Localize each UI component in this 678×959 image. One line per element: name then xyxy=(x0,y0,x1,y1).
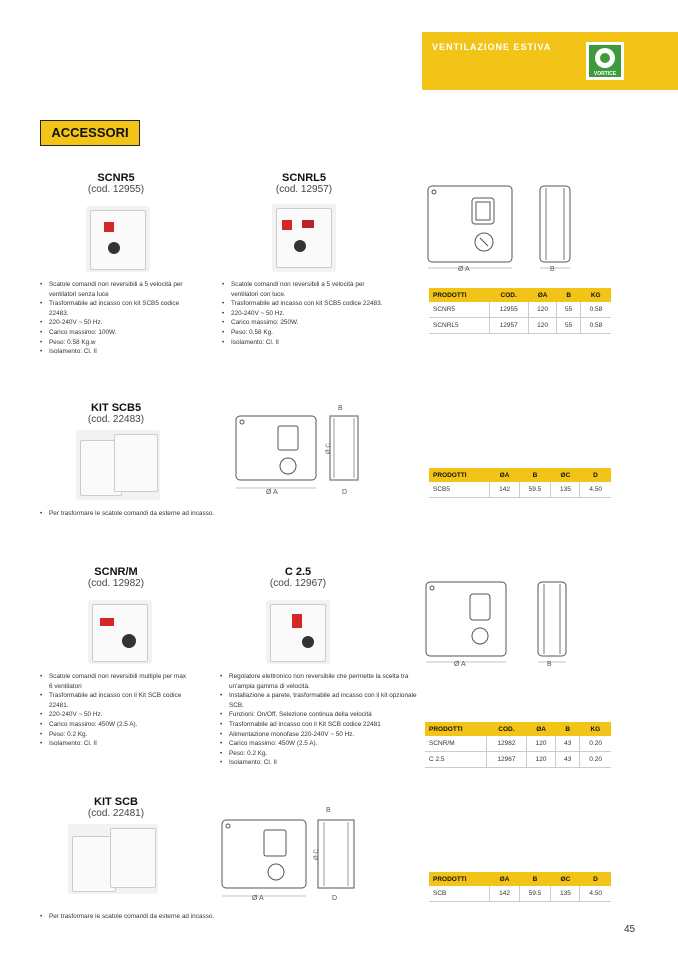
note-list xyxy=(40,912,340,922)
product-code: (cod. 12957) xyxy=(275,184,333,195)
product-photo xyxy=(272,204,336,272)
table-header: COD. xyxy=(489,288,528,302)
feature-item: • Peso: 0.2 Kg. xyxy=(40,730,190,740)
table-header-row xyxy=(429,468,611,482)
table-header: PRODOTTI xyxy=(429,288,489,302)
table-cell: SCB xyxy=(429,886,490,902)
dim-label-a: Ø A xyxy=(266,489,278,496)
feature-item: • Trasformabile ad incasso con kit SCB5 codice 22483. xyxy=(222,299,392,309)
table-header: PRODOTTI xyxy=(429,468,490,482)
table-cell: 0.58 xyxy=(580,302,611,318)
feature-item: • 220-240V ~ 50 Hz. xyxy=(40,710,190,720)
table-cell: 120 xyxy=(526,736,555,752)
table-cell: SCNRL5 xyxy=(429,318,489,334)
table-cell: SCNR5 xyxy=(429,302,489,318)
table-header: KG xyxy=(580,722,611,736)
table-cell: 59.5 xyxy=(519,482,551,498)
feature-list xyxy=(40,672,190,749)
note-item: • Per trasformare le scatole comandi da esterne ad incasso. xyxy=(40,912,340,922)
product-name: C 2.5 xyxy=(284,566,312,578)
table-cell: 43 xyxy=(556,752,580,768)
feature-item: • Carico massimo: 100W. xyxy=(40,328,190,338)
table-header-row xyxy=(429,288,611,302)
product-name: KIT SCB xyxy=(94,796,138,808)
feature-list xyxy=(220,672,420,768)
header-title: VENTILAZIONE ESTIVA xyxy=(432,42,552,52)
table-row xyxy=(425,736,611,752)
table-row xyxy=(429,482,611,498)
feature-list xyxy=(40,280,190,357)
table-cell: 142 xyxy=(490,482,519,498)
table-cell: 120 xyxy=(526,752,555,768)
dim-label-a: Ø A xyxy=(458,266,470,273)
feature-item: • Trasformabile ad incasso con il Kit SCB codice 22481 xyxy=(220,720,420,730)
table-header: PRODOTTI xyxy=(425,722,486,736)
section-title: ACCESSORI xyxy=(40,120,140,146)
dimension-diagram xyxy=(230,400,370,498)
table-header: D xyxy=(580,872,611,886)
logo-text: VORTICE xyxy=(593,71,617,77)
dim-label-c: Ø C xyxy=(314,849,320,860)
table-header: ØC xyxy=(551,468,580,482)
feature-item: • Isolamento: Cl. II xyxy=(40,739,190,749)
product-name: KIT SCB5 xyxy=(90,402,142,414)
spec-table xyxy=(429,468,611,498)
table-cell: 4.50 xyxy=(580,482,611,498)
product-name: SCNRL5 xyxy=(281,172,326,184)
table-cell: 135 xyxy=(551,886,580,902)
feature-item: • Funzioni: On/Off, Selezione continua della velocità xyxy=(220,710,420,720)
product-code: (cod. 12982) xyxy=(87,578,145,589)
table-cell: 55 xyxy=(557,302,580,318)
dim-label-d: D xyxy=(332,895,338,902)
feature-item: • Regolatore elettronico non reversibile che permette la scelta tra un'ampia gamma di velocità. xyxy=(220,672,420,691)
product-code: (cod. 22483) xyxy=(87,414,145,425)
table-header: KG xyxy=(580,288,611,302)
feature-item: • Trasformabile ad incasso con il Kit SCB codice 22481. xyxy=(40,691,190,710)
table-header: B xyxy=(519,872,551,886)
table-cell: 12967 xyxy=(486,752,526,768)
table-cell: 55 xyxy=(557,318,580,334)
table-cell: 0.20 xyxy=(580,752,611,768)
feature-item: • Isolamento: Cl. II xyxy=(40,347,190,357)
feature-item: • 220-240V ~ 50 Hz. xyxy=(40,318,190,328)
table-cell: 12957 xyxy=(489,318,528,334)
table-row xyxy=(429,886,611,902)
dim-label-b: B xyxy=(326,807,331,814)
table-header: ØA xyxy=(526,722,555,736)
feature-item: • Scatole comandi non reversibili a 5 velocità per ventilatori con luce. xyxy=(222,280,392,299)
note-item: • Per trasformare le scatole comandi da esterne ad incasso. xyxy=(40,509,340,519)
dim-label-d: D xyxy=(342,489,348,496)
product-photo xyxy=(266,600,330,664)
table-cell: 0.58 xyxy=(580,318,611,334)
product-name: SCNR/M xyxy=(94,566,138,578)
table-header-row xyxy=(425,722,611,736)
feature-item: • Alimentazione monofase 220-240V ~ 50 Hz. xyxy=(220,730,420,740)
dim-label-a: Ø A xyxy=(252,895,264,902)
feature-item: • Carico massimo: 250W. xyxy=(222,318,392,328)
dimension-diagram xyxy=(216,800,366,904)
table-cell: 12955 xyxy=(489,302,528,318)
feature-item: • Installazione a parete, trasformabile ad incasso con il kit opzionale SCB. xyxy=(220,691,420,710)
feature-item: • Peso: 0.58 Kg. xyxy=(222,328,392,338)
table-cell: SCB5 xyxy=(429,482,490,498)
table-cell: SCNR/M xyxy=(425,736,486,752)
dimension-diagram xyxy=(422,180,582,276)
dim-label-b: B xyxy=(547,661,552,668)
table-row xyxy=(429,302,611,318)
table-cell: 120 xyxy=(528,302,557,318)
table-cell: 142 xyxy=(490,886,519,902)
table-header: ØA xyxy=(490,468,519,482)
table-header: B xyxy=(519,468,551,482)
dimension-diagram xyxy=(420,578,580,672)
spec-table xyxy=(429,872,611,902)
table-header: ØC xyxy=(551,872,580,886)
table-header: B xyxy=(557,288,580,302)
feature-item: • Carico massimo: 450W (2.5 A). xyxy=(220,739,420,749)
feature-item: • Scatole comandi non reversibili a 5 velocità per ventilatori senza luce xyxy=(40,280,190,299)
product-photo xyxy=(76,430,160,500)
feature-item: • Scatole comandi non reversibili multiple per max 6 ventilatori xyxy=(40,672,190,691)
feature-item: • Peso: 0.58 Kg.w xyxy=(40,338,190,348)
table-header: D xyxy=(580,468,611,482)
feature-item: • Peso: 0.2 Kg. xyxy=(220,749,420,759)
table-row xyxy=(429,318,611,334)
note-list xyxy=(40,509,340,519)
product-name: SCNR5 xyxy=(97,172,135,184)
table-header: B xyxy=(556,722,580,736)
feature-item: • Carico massimo: 450W (2.5 A). xyxy=(40,720,190,730)
product-photo xyxy=(88,600,152,664)
product-code: (cod. 12955) xyxy=(87,184,145,195)
dim-label-b: B xyxy=(338,405,343,412)
dim-label-a: Ø A xyxy=(454,661,466,668)
table-header: ØA xyxy=(490,872,519,886)
table-cell: 120 xyxy=(528,318,557,334)
table-cell: 0.20 xyxy=(580,736,611,752)
page-number: 45 xyxy=(624,924,636,935)
table-header: COD. xyxy=(486,722,526,736)
table-header: PRODOTTI xyxy=(429,872,490,886)
spec-table xyxy=(429,288,611,334)
feature-item: • Isolamento: Cl. II xyxy=(220,758,420,768)
dim-label-c: Ø C xyxy=(326,443,332,454)
product-photo xyxy=(68,824,158,894)
feature-item: • Isolamento: Cl. II xyxy=(222,338,392,348)
product-code: (cod. 12967) xyxy=(269,578,327,589)
feature-item: • 220-240V ~ 50 Hz. xyxy=(222,309,392,319)
table-cell: 43 xyxy=(556,736,580,752)
feature-list xyxy=(222,280,392,347)
header-band xyxy=(422,32,678,90)
table-cell: 135 xyxy=(551,482,580,498)
spec-table xyxy=(425,722,611,768)
table-header: ØA xyxy=(528,288,557,302)
table-cell: 59.5 xyxy=(519,886,551,902)
vortice-logo xyxy=(586,42,624,80)
table-row xyxy=(425,752,611,768)
feature-item: • Trasformabile ad incasso con kit SCB5 codice 22483. xyxy=(40,299,190,318)
table-header-row xyxy=(429,872,611,886)
table-cell: 12982 xyxy=(486,736,526,752)
dim-label-b: B xyxy=(550,266,555,273)
product-photo xyxy=(86,206,150,272)
table-cell: 4.50 xyxy=(580,886,611,902)
table-cell: C 2.5 xyxy=(425,752,486,768)
product-code: (cod. 22481) xyxy=(87,808,145,819)
